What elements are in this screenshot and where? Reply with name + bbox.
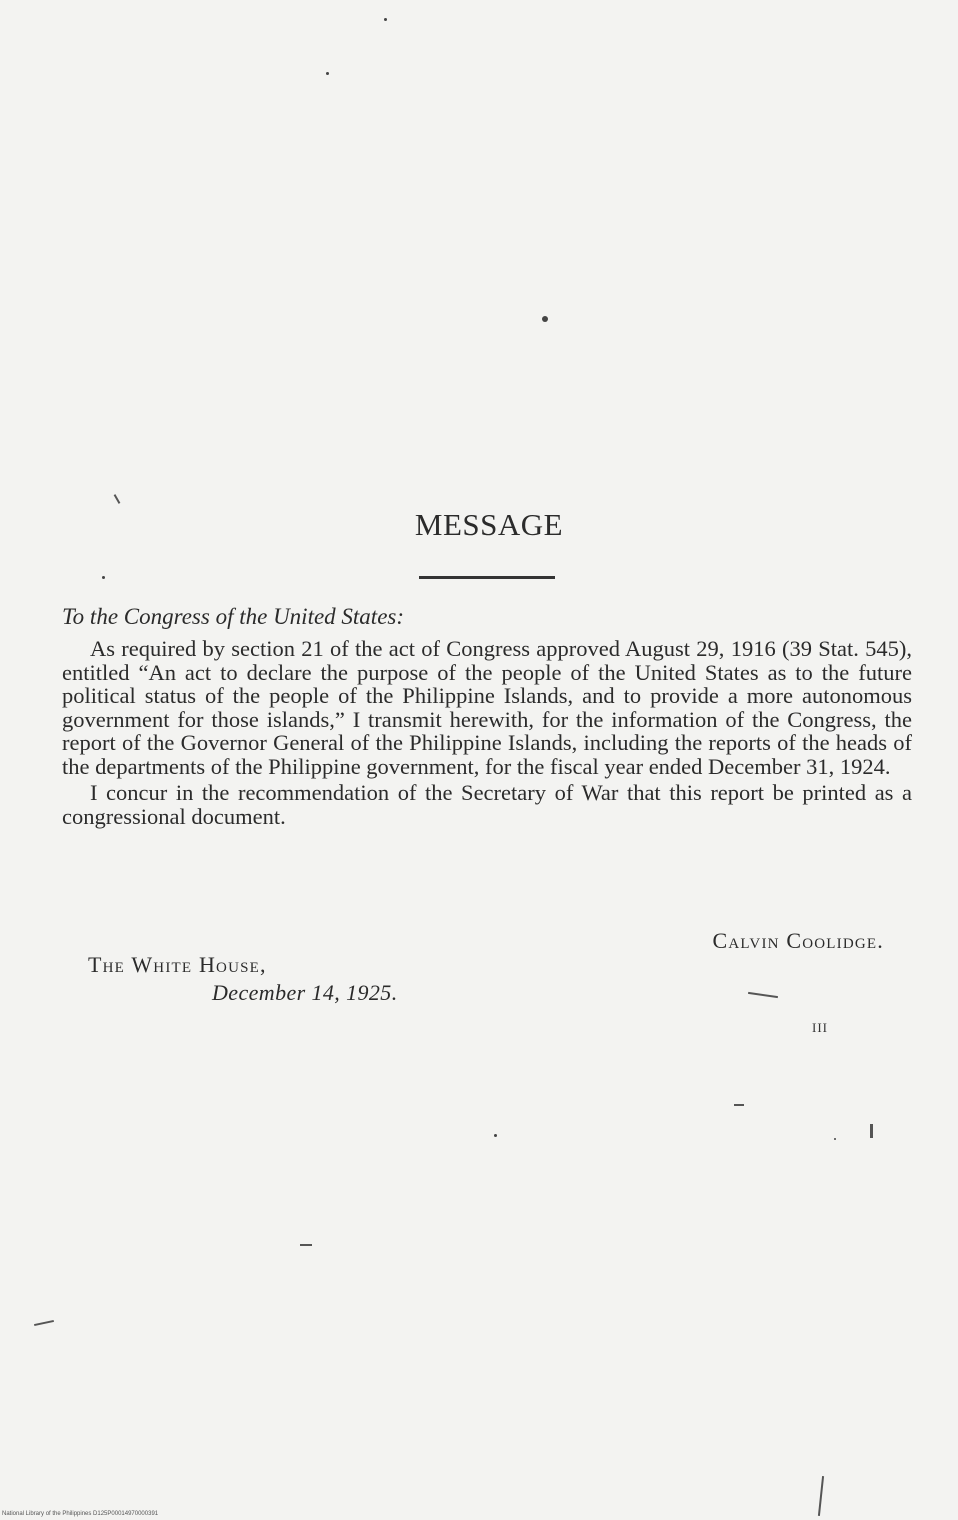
title-rule — [419, 576, 555, 579]
scan-mark — [34, 1320, 54, 1326]
place-line: The White House, — [88, 952, 267, 977]
scan-mark — [114, 494, 121, 504]
salutation: To the Congress of the United States: — [62, 604, 405, 629]
footer-caption: National Library of the Philippines D125P00014970000391 — [2, 1511, 159, 1517]
scan-mark — [748, 992, 778, 998]
page-number: III — [812, 1020, 828, 1035]
paragraph-1: As required by section 21 of the act of Congress approved August 29, 1916 (39 Stat. 545), entitled “An act to declare the purpose of the people of the United States as to the future political status of the people of the Philippine Islands, and to provide a more autonomous government for those islands,” I transmit herewith, for the information of the Congress, the report of the Governor General of the Philippine Islands, including the reports of the heads of the departments of the Philippine government, for the fiscal year ended December 31, 1924. — [62, 636, 912, 779]
paragraph-2: I concur in the recommendation of the Secretary of War that this report be printed as a congressional document. — [62, 780, 912, 829]
message-body — [62, 637, 912, 828]
scan-mark — [734, 1104, 744, 1106]
scan-speck — [494, 1134, 497, 1137]
scan-mark — [300, 1244, 312, 1246]
scan-speck — [384, 18, 387, 21]
signature: Calvin Coolidge. — [712, 928, 884, 953]
scan-speck — [326, 72, 329, 75]
scan-mark — [870, 1124, 873, 1138]
scan-speck — [834, 1138, 836, 1140]
date-line: December 14, 1925. — [212, 980, 398, 1005]
page-title: MESSAGE — [414, 507, 564, 542]
scan-speck — [542, 316, 548, 322]
scan-speck — [102, 576, 105, 579]
scan-mark — [818, 1476, 824, 1516]
